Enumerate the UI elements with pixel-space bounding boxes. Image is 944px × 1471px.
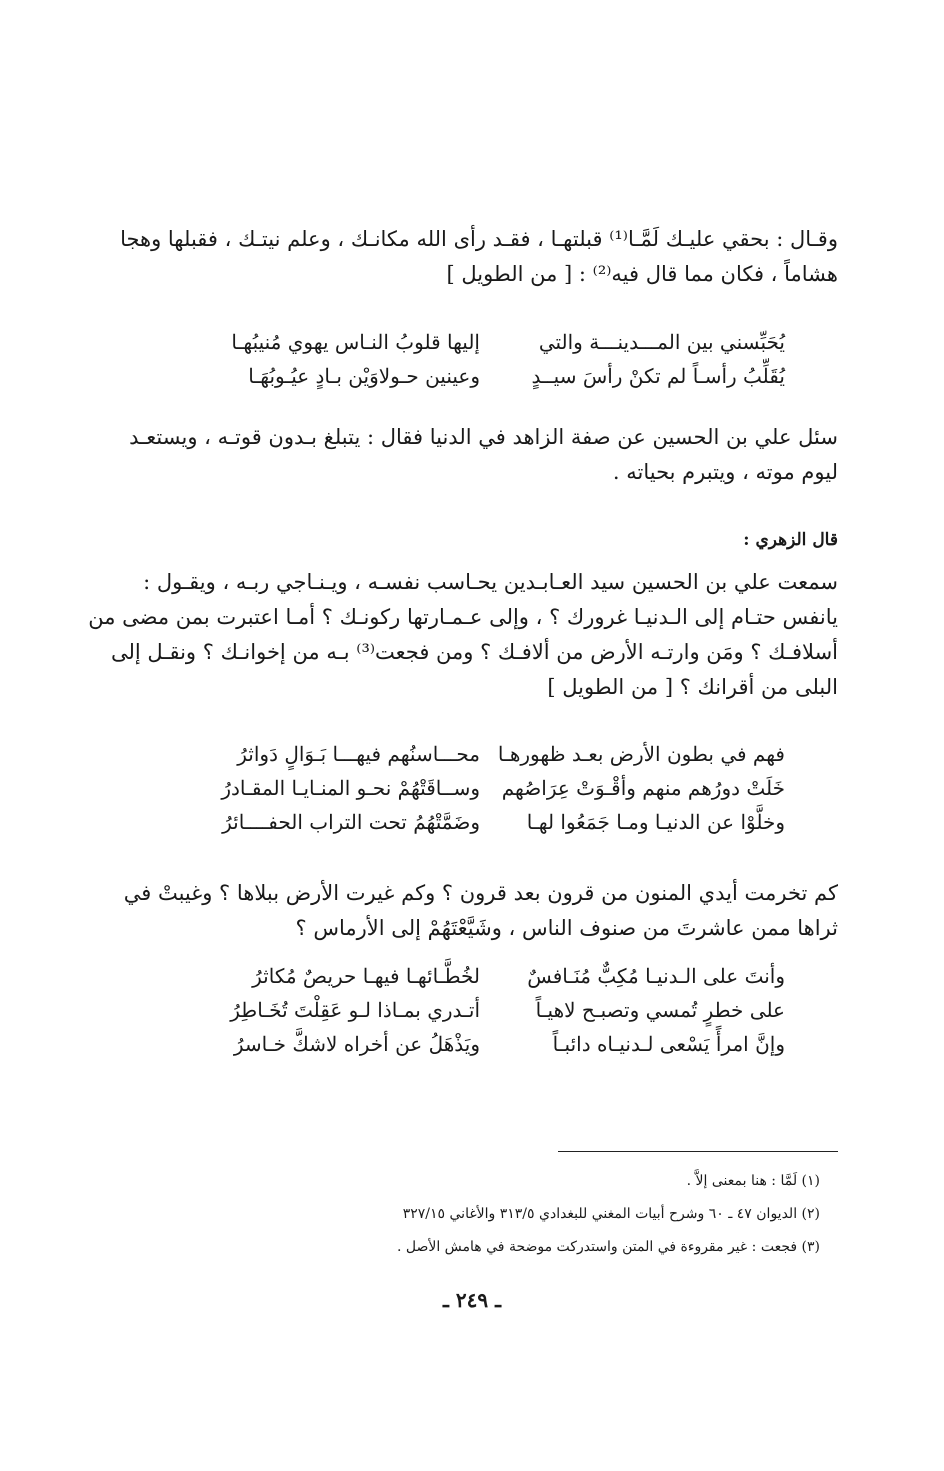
verse-line bbox=[215, 330, 785, 364]
closing-line-1: كم تخرمت أيدي المنون من قرون بعد قرون ؟ وكم غيرت الأرض ببلاها ؟ وغيبتْ في bbox=[123, 881, 838, 905]
zahid-line-2: ليوم موته ، ويتبرم بحياته . bbox=[612, 460, 838, 484]
verse-line bbox=[215, 364, 785, 398]
verse-line bbox=[215, 810, 785, 844]
verse-second-hemistich: إليها قلوبُ النـاس يهوي مُنيبُهـا bbox=[231, 330, 480, 354]
footnote-1: (١) لَمَّا : هنا بمعنى إلاَّ . bbox=[686, 1173, 820, 1189]
verse-first-hemistich: وأنتَ على الـدنيـا مُكِبٌّ مُنَـافسٌ bbox=[527, 964, 785, 988]
poem-1 bbox=[215, 330, 785, 398]
verse-line bbox=[215, 998, 785, 1032]
verse-line bbox=[215, 964, 785, 998]
verse-first-hemistich: فهم في بطون الأرض بعـد ظهورهـا bbox=[497, 742, 785, 766]
verse-first-hemistich: على خطرٍ تُمسي وتصبـح لاهيـاً bbox=[535, 998, 785, 1022]
footnotes bbox=[300, 1165, 820, 1264]
verse-first-hemistich: يُقَلِّبُ رأسـاً لم تكنْ رأسَ سيــدٍ bbox=[531, 364, 785, 388]
zuhri-line-3: أسلافـك ؟ ومَن وارتـه الأرض من ألافـك ؟ ومن فجعت⁽³⁾ بـه من إخوانـك ؟ ونقـل إلى bbox=[111, 640, 838, 664]
page-number: ـ ٢٤٩ ـ bbox=[443, 1288, 501, 1312]
verse-second-hemistich: محـــاسنُهم فيهـــا بَـوَالٍ دَواثرُ bbox=[237, 742, 480, 766]
poem-2 bbox=[215, 742, 785, 844]
verse-second-hemistich: أتـدري بمـاذا لـو عَقِلْتَ تُخَـاطِرُ bbox=[230, 998, 480, 1022]
closing-paragraph bbox=[123, 876, 838, 946]
zahid-line-1: سئل علي بن الحسين عن صفة الزاهد في الدنيا فقال : يتبلغ بـدون قوتـه ، ويستعـد bbox=[129, 425, 838, 449]
intro-line-2: هشاماً ، فكان مما قال فيه⁽²⁾ : [ من الطويل ] bbox=[446, 262, 838, 286]
footnote-3: (٣) فجعت : غير مقروءة في المتن واستدركت موضحة في هامش الأصل . bbox=[396, 1239, 820, 1255]
verse-second-hemistich: وضَمَّتْهُمُ تحت التراب الحفــــائرُ bbox=[222, 810, 480, 834]
zahid-paragraph bbox=[129, 420, 838, 490]
zuhri-paragraph bbox=[88, 565, 838, 705]
verse-line bbox=[215, 776, 785, 810]
closing-line-2: ثراها ممن عاشرتَ من صنوف الناس ، وشَيَّعْتَهُمْ إلى الأرماس ؟ bbox=[295, 916, 838, 940]
section-heading: قال الزهري : bbox=[743, 530, 838, 550]
zuhri-line-1: سمعت علي بن الحسين سيد العـابـدين يحـاسب نفسـه ، ويـنـاجي ربـه ، ويقـول : bbox=[143, 570, 838, 594]
poem-3 bbox=[215, 964, 785, 1066]
zuhri-line-2: يانفس حتـام إلى الـدنيـا غرورك ؟ ، وإلى عـمـارتها ركونـك ؟ أمـا اعتبرت بمن مضى من bbox=[88, 605, 838, 629]
verse-second-hemistich: لخُطَّـائهـا فيهـا حريصٌ مُكاثرُ bbox=[252, 964, 480, 988]
footnote-2: (٢) الديوان ٤٧ ـ ٦٠ وشرح أبيات المغني للبغدادي ٣١٣/٥ والأغاني ٣٢٧/١٥ bbox=[402, 1206, 820, 1222]
verse-first-hemistich: وإنَّ امرأً يَسْعى لـدنيـاه دائبـاً bbox=[552, 1032, 785, 1056]
intro-paragraph bbox=[120, 222, 838, 292]
verse-line bbox=[215, 742, 785, 776]
verse-second-hemistich: وســاقَتْهُمْ نحـو المنـايـا المقـادرُ bbox=[221, 776, 480, 800]
verse-first-hemistich: وخلَّوْا عن الدنيـا ومـا جَمَعُوا لهـا bbox=[526, 810, 785, 834]
verse-second-hemistich: وعينين حـولاوَيْن بـادٍ عيُـوبُهَـا bbox=[248, 364, 480, 388]
intro-line-1: وقـال : بحقي عليـك لَمَّـا⁽¹⁾ قبلتهـا ، فقـد رأى الله مكانـك ، وعلم نيتـك ، فقبلها وهجا bbox=[120, 227, 838, 251]
verse-first-hemistich: يُحَبِّسني بين المـــدينـــة والتي bbox=[538, 330, 785, 354]
footnote-separator bbox=[558, 1151, 838, 1152]
verse-second-hemistich: ويَذْهَلُ عن أخراه لاشكَّ خـاسرُ bbox=[233, 1032, 480, 1056]
verse-line bbox=[215, 1032, 785, 1066]
verse-first-hemistich: خَلَتْ دورُهم منهم وأقْـوَتْ عِرَاصُهم bbox=[501, 776, 785, 800]
zuhri-line-4: البلى من أقرانك ؟ [ من الطويل ] bbox=[547, 675, 838, 699]
